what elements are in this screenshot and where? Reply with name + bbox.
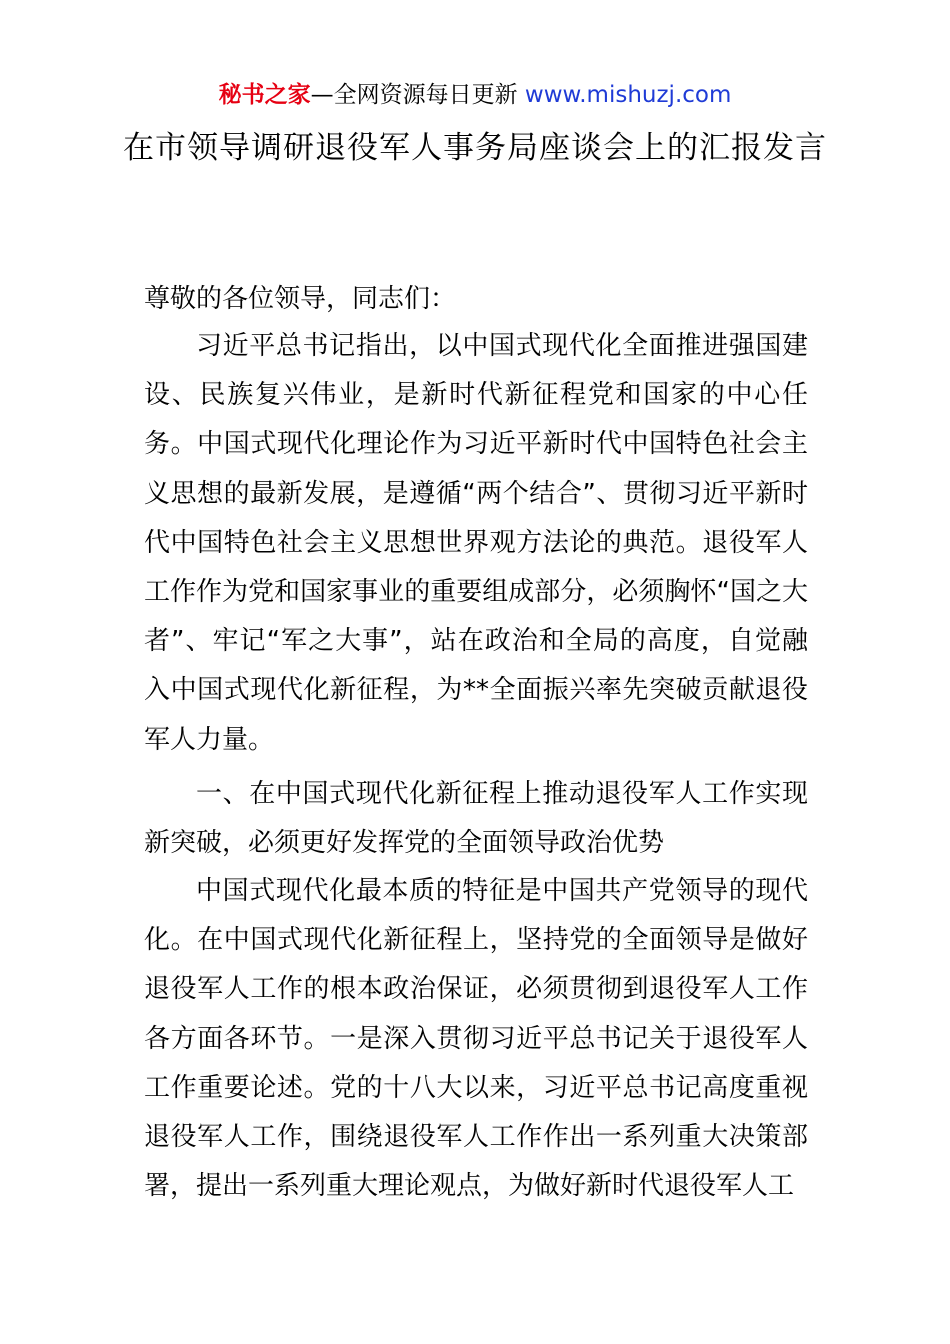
- body-paragraph: 习近平总书记指出，以中国式现代化全面推进强国建设、民族复兴伟业，是新时代新征程党和国家的中心任务。中国式现代化理论作为习近平新时代中国特色社会主义思想的最新发展，是遵循“两个结合”、贯彻习近平新时代中国特色社会主义思想世界观方法论的典范。退役军人工作作为党和国家事业的重要组成部分，必须胸怀“国之大者”、牢记“军之大事”，站在政治和全局的高度，自觉融入中国式现代化新征程，为**全面振兴率先突破贡献退役军人力量。: [144, 331, 808, 755]
- salutation: 尊敬的各位领导，同志们：: [144, 284, 457, 314]
- document-title: 在市领导调研退役军人事务局座谈会上的汇报发言: [123, 130, 827, 166]
- site-header: [0, 78, 950, 112]
- brand-name: 秘书之家: [218, 82, 311, 108]
- header-tagline: —全网资源每日更新: [310, 82, 518, 108]
- body-paragraph: 中国式现代化最本质的特征是中国共产党领导的现代化。在中国式现代化新征程上，坚持党的全面领导是做好退役军人工作的根本政治保证，必须贯彻到退役军人工作各方面各环节。一是深入贯彻习近平总书记关于退役军人工作重要论述。党的十八大以来，习近平总书记高度重视退役军人工作，围绕退役军人工作作出一系列重大决策部署，提出一系列重大理论观点，为做好新时代退役军人工: [144, 876, 808, 1202]
- section-heading: 一、在中国式现代化新征程上推动退役军人工作实现新突破，必须更好发挥党的全面领导政治优势: [144, 779, 808, 859]
- site-url-link[interactable]: www.mishuzj.com: [524, 82, 732, 108]
